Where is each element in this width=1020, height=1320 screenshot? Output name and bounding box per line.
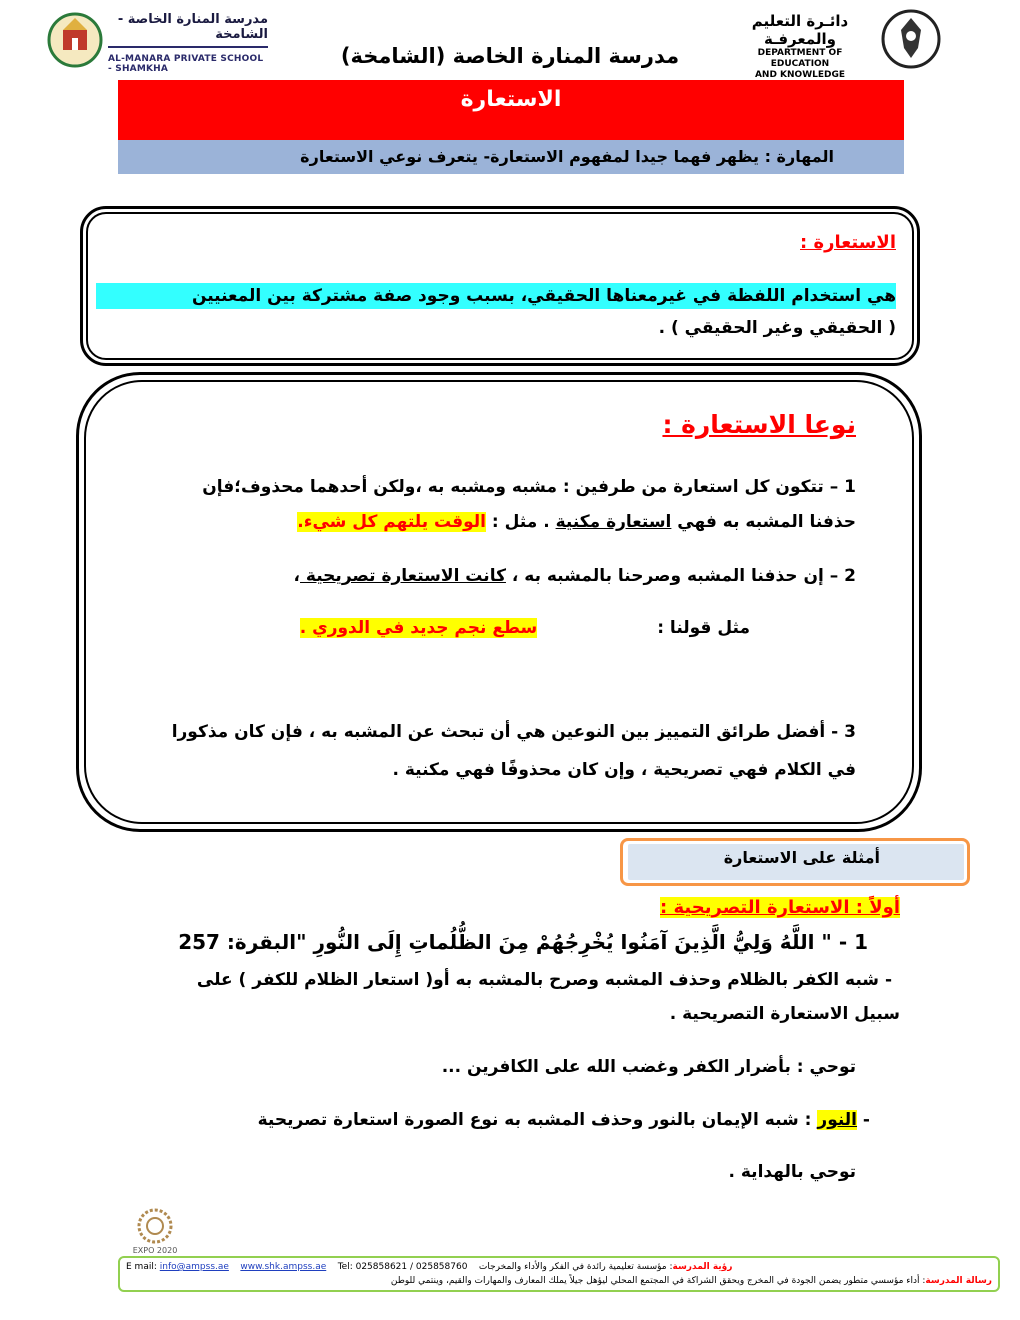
types-box-inner <box>84 380 914 824</box>
footer-mission-label: رسالة المدرسة <box>925 1276 992 1286</box>
footer-mission-text: : أداء مؤسسي متطور يضمن الجودة في المخرج ويحقق الشراكة في المجتمع المحلي ليؤهل جيلاً يملك المعارف والمهارات والقيم، وينتمي للوطن <box>390 1276 926 1286</box>
type2-term: كانت الاستعارة تصريحية <box>300 566 506 586</box>
school-crest-logo <box>46 6 104 72</box>
type1-example: الوقت يلتهم كل شيء. <box>297 512 486 532</box>
footer-email-link[interactable]: info@ampss.ae <box>159 1262 229 1272</box>
explanation-1-suggests: توحي : بأضرار الكفر وغضب الله على الكافرين ... <box>441 1057 856 1077</box>
type2-text-c: ، <box>293 566 301 586</box>
school-brand-ar: مدرسة المنارة الخاصة - الشامخة <box>117 12 268 42</box>
expo-text: EXPO 2020 <box>132 1246 178 1255</box>
type2-line-2 <box>300 618 750 638</box>
type2-example: سطع نجم جديد في الدوري . <box>299 618 538 638</box>
definition-line-1: هي استخدام اللفظة في غيرمعناها الحقيقي، بسبب وجود صفة مشتركة بين المعنيين <box>96 283 896 309</box>
definition-heading: الاستعارة : <box>800 232 896 253</box>
school-brand <box>108 12 268 74</box>
types-heading: نوعا الاستعارة : <box>662 410 856 439</box>
type2-line-1 <box>294 566 856 586</box>
school-title: مدرسة المنارة الخاصة (الشامخة) <box>340 44 680 68</box>
skill-text: المهارة : يظهر فهما جيدا لمفهوم الاستعارة- يتعرف نوعي الاستعارة <box>300 147 834 166</box>
explanation-2 <box>258 1110 870 1130</box>
explicit-metaphor-heading: أولاً : الاستعارة التصريحية : <box>660 897 900 918</box>
explanation-2-dash: - <box>857 1110 870 1130</box>
type1-text-a: حذفنا المشبه به فهي <box>671 512 856 532</box>
footer-vision-text: : مؤسسة تعليمية رائدة في الفكر والأداء والمخرجات <box>478 1262 673 1272</box>
footer-row-1 <box>126 1261 992 1273</box>
dept-name-en-2: AND KNOWLEDGE <box>754 70 846 80</box>
skill-bar <box>118 140 904 174</box>
examples-label: أمثلة على الاستعارة <box>723 848 880 867</box>
explanation-1-line-2: سبيل الاستعارة التصريحية . <box>669 1004 900 1024</box>
type1-line-2 <box>297 512 856 532</box>
expo-2020-logo <box>122 1206 188 1256</box>
type1-term: استعارة مكنية <box>555 512 672 532</box>
dept-name-en-1: DEPARTMENT OF EDUCATION <box>757 48 843 69</box>
footer-email-label: E mail: <box>126 1262 157 1272</box>
dept-name-ar: دائـرة التعليم والمعرفـة <box>751 12 849 48</box>
lesson-title-banner: الاستعارة <box>118 80 904 140</box>
brand-divider <box>108 46 268 48</box>
type1-text-c: . مثل : <box>486 512 556 532</box>
explanation-1-line-1: - شبه الكفر بالظلام وحذف المشبه وصرح بالمشبه به أو( استعار الظلام للكفر ) على <box>196 970 892 990</box>
footer-vision <box>479 1262 733 1272</box>
explanation-2-word: النور <box>817 1110 858 1130</box>
definition-line-2: ( الحقيقي وغير الحقيقي ) . <box>658 318 896 338</box>
footer-box <box>118 1256 1000 1292</box>
type3-line-2: في الكلام فهي تصريحية ، وإن كان محذوفًا فهي مكنية . <box>392 760 856 780</box>
explanation-2-text: : شبه الإيمان بالنور وحذف المشبه به نوع الصورة استعارة تصريحية <box>257 1110 818 1130</box>
type2-text-a: 2 – إن حذفنا المشبه وصرحنا بالمشبه به ، <box>505 566 856 586</box>
type3-line-1: 3 - أفضل طرائق التمييز بين النوعين هي أن تبحث عن المشبه به ، فإن كان مذكورا <box>171 722 856 742</box>
explanation-2-suggests: توحي بالهداية . <box>728 1162 856 1182</box>
quran-verse: 1 - " اللَّهُ وَلِيُّ الَّذِينَ آمَنُوا يُخْرِجُهُمْ مِنَ الظُّلُماتِ إِلَى النُّورِ "البقرة: 257 <box>178 930 868 954</box>
school-brand-en: AL-MANARA PRIVATE SCHOOL - SHAMKHA <box>108 54 264 74</box>
dept-name-block <box>730 12 870 81</box>
footer-vision-label: رؤية المدرسة <box>672 1262 733 1272</box>
type2-example-intro: مثل قولنا : <box>657 618 750 638</box>
type1-line-1: 1 – تتكون كل استعارة من طرفين : مشبه ومشبه به ،ولكن أحدهما محذوف؛فإن <box>202 477 856 497</box>
footer-website-link[interactable]: www.shk.ampss.ae <box>240 1262 327 1272</box>
dept-emblem-logo <box>880 8 942 70</box>
footer-tel: Tel: 025858621 / 025858760 <box>337 1262 468 1272</box>
footer-row-2 <box>126 1275 992 1287</box>
